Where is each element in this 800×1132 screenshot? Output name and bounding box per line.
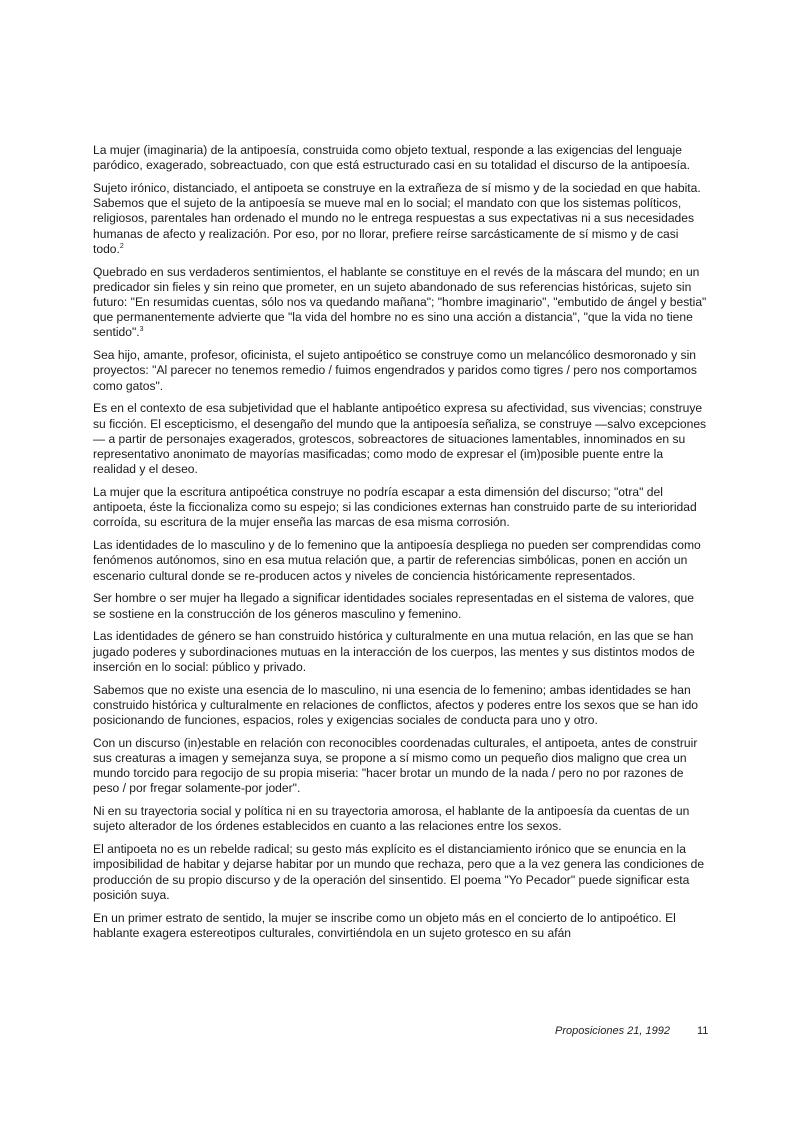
footnote-marker: 2 <box>119 242 124 250</box>
footnote-marker: 3 <box>139 326 144 334</box>
paragraph: Con un discurso (in)estable en relación con reconocibles coordenadas culturales, el antipoeta, antes de construir sus creaturas a imagen y semejanza suya, se propone a sí mismo como un pequeño dios maligno que crea un mundo torcido para regocijo de su propia miseria: "hacer brotar un mundo de la nada / pero no por razones de peso / por fregar solamente-por joder". <box>93 735 698 796</box>
paragraph: La mujer (imaginaria) de la antipoesía, construida como objeto textual, responde a las exigencias del lenguaje paródico, exagerado, sobreactuado, con que está estructurado casi en su totalidad el discurso de la antipoesía. <box>93 143 691 173</box>
paragraph: Sabemos que no existe una esencia de lo masculino, ni una esencia de lo femenino; ambas identidades se han construido histórica y culturalmente en relaciones de conflictos, afectos y poderes entre los sexos que se han ido posicionando de funciones, espacios, roles y exigencias sociales de conducta para uno y otro. <box>93 682 699 728</box>
paragraph <box>93 181 709 257</box>
paragraph: Ni en su trayectoria social y política ni en su trayectoria amorosa, el hablante de la antipoesía da cuentas de un sujeto alterador de los órdenes establecidos en cuanto a las relaciones entre los sexos. <box>93 804 690 834</box>
page-number: 11 <box>697 1025 709 1037</box>
paragraph: En un primer estrato de sentido, la mujer se inscribe como un objeto más en el concierto de lo antipoético. El hablante exagera estereotipos culturales, convirtiéndola en un sujeto grotesco en su afán <box>93 910 676 940</box>
journal-citation: Proposiciones 21, 1992 <box>555 1025 670 1037</box>
paragraph: La mujer que la escritura antipoética construye no podría escapar a esta dimensión del discurso; "otra" del antipoeta, éste la ficcionaliza como su espejo; si las condiciones externas han construido parte de su interioridad corroída, su escritura de la mujer enseña las marcas de esa misma corrosión. <box>93 485 697 530</box>
paragraph-text: Sujeto irónico, distanciado, el antipoeta se construye en la extrañeza de sí mismo y de la sociedad en que habita. Sabemos que el sujeto de la antipoesía se mueve mal en lo social; el mandato con que los sistemas políticos, religiosos, parentales han ordenado el mundo no le entrega respuestas a sus expectativas ni a sus necesidades humanas de afecto y realización. Por eso, por no llorar, prefiere reírse sarcásticamente de sí mismo y de casi todo. <box>93 181 701 256</box>
paragraph-text: Quebrado en sus verdaderos sentimientos, el hablante se constituye en el revés de la máscara del mundo; en un predicador sin fieles y sin reino que prometer, en un sujeto abandonado de sus referencias históricas, sujeto sin futuro: "En resumidas cuentas, sólo nos va quedando mañana"; "hombre imaginario", "embutido de ángel y bestia" que permanentemente advierte que "la vida del hombre no es sino una acción a distancia", "que la vida no tiene sentido". <box>93 264 707 340</box>
paragraph: Las identidades de lo masculino y de lo femenino que la antipoesía despliega no pueden ser comprendidas como fenómenos autónomos, sino en esa mutua relación que, a partir de referencias simbólicas, ponen en acción un escenario cultural donde se re-producen actos y niveles de conciencia históricamente representados. <box>93 538 701 583</box>
paragraph: Ser hombre o ser mujer ha llegado a significar identidades sociales representadas en el sistema de valores, que se sostiene en la construcción de los géneros masculino y femenino. <box>93 591 694 621</box>
paragraph: Sea hijo, amante, profesor, oficinista, el sujeto antipoético se construye como un melancólico desmoronado y sin proyectos: "Al parecer no tenemos remedio / fuimos engendrados y paridos como tigres / pero nos comportamos como gatos". <box>93 348 697 393</box>
paragraph: Las identidades de género se han construido histórica y culturalmente en una mutua relación, en las que se han jugado poderes y subordinaciones mutuas en la interacción de los cuerpos, las mentes y sus distintos modos de inserción en lo social: público y privado. <box>93 629 695 674</box>
paragraph: Es en el contexto de esa subjetividad que el hablante antipoético expresa su afectividad, sus vivencias; construye su ficción. El escepticismo, el desengaño del mundo que la antipoesía señaliza, se construye —salvo excepciones— a partir de personajes exagerados, grotescos, sobreactores de situaciones lamentables, innominados en su representativo anonimato de mayorías masificadas; como modo de expresar el (im)posible puente entre la realidad y el deseo. <box>93 401 707 477</box>
document-body <box>93 143 709 949</box>
page-footer <box>555 1025 715 1037</box>
paragraph <box>93 265 709 341</box>
paragraph: El antipoeta no es un rebelde radical; su gesto más explícito es el distanciamiento irónico que se enuncia en la imposibilidad de habitar y dejarse habitar por un mundo que rechaza, pero que a la vez genera las condiciones de producción de su propio discurso y de la operación del sinsentido. El poema "Yo Pecador" puede significar esta posición suya. <box>93 842 705 902</box>
